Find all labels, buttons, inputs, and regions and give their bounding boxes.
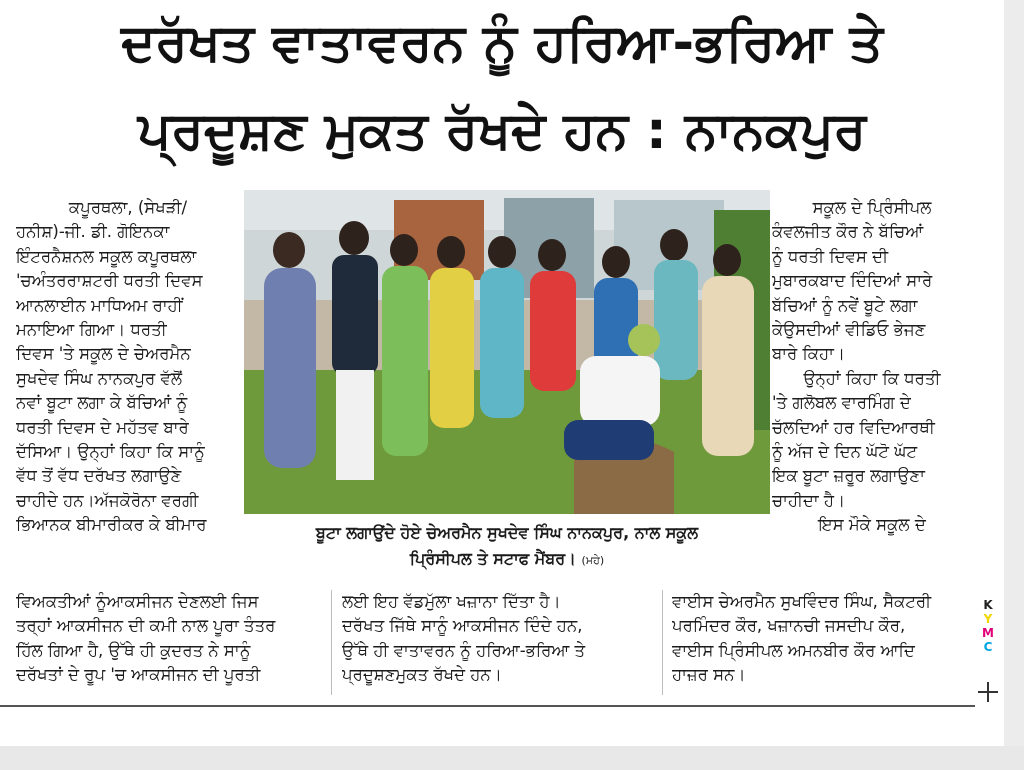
text-line: ਦੱਸਿਆ। ਉਨ੍ਹਾਂ ਕਿਹਾ ਕਿ ਸਾਨੂੰ: [16, 441, 205, 461]
cmyk-m: M: [982, 626, 994, 640]
text-line: ਨੂੰ ਧਰਤੀ ਦਿਵਸ ਦੀ: [772, 246, 889, 266]
text-line: ਨੂੰ ਅੱਜ ਦੇ ਦਿਨ ਘੱਟੋ ਘੱਟ: [772, 441, 918, 461]
caption-line-1: ਬੂਟਾ ਲਗਾਉਂਦੇ ਹੋਏ ਚੇਅਰਮੈਨ ਸੁਖਦੇਵ ਸਿੰਘ ਨਾਨਕਪੁਰ, ਨਾਲ ਸਕੂਲ: [315, 523, 699, 542]
text-line: ਚਾਹੀਦੇ ਹਨ।ਅੱਜਕੋਰੋਨਾ ਵਰਗੀ: [16, 490, 199, 510]
caption-line-2: [244, 546, 770, 574]
column-divider: [662, 590, 663, 695]
article-left-column: [16, 196, 240, 537]
text-line: ਵਾਈਸ ਚੇਅਰਮੈਨ ਸੁਖਵਿੰਦਰ ਸਿੰਘ, ਸੈਕਟਰੀ: [672, 592, 932, 611]
text-line: ਸੁਖਦੇਵ ਸਿੰਘ ਨਾਨਕਪੁਰ ਵੱਲੋਂ: [16, 368, 182, 388]
text-line: ਮੁਬਾਰਕਬਾਦ ਦਿੰਦਿਆਂ ਸਾਰੇ: [772, 271, 933, 291]
cmyk-k: K: [983, 598, 993, 612]
text-line: ਕੇਉਸਦੀਆਂ ਵੀਡਿਓ ਭੇਜਣ: [772, 319, 926, 339]
article-bottom-column-1: [16, 590, 316, 688]
text-line: ਇਸ ਮੌਕੇ ਸਕੂਲ ਦੇ: [818, 515, 926, 535]
text-line: ਨਵਾਂ ਬੂਟਾ ਲਗਾ ਕੇ ਬੱਚਿਆਂ ਨੂੰ: [16, 393, 188, 413]
text-line: ਤਰ੍ਹਾਂ ਆਕਸੀਜਨ ਦੀ ਕਮੀ ਨਾਲ ਪੂਰਾ ਤੰਤਰ: [16, 616, 276, 636]
text-line: ਉੱਥੇ ਹੀ ਵਾਤਾਵਰਨ ਨੂੰ ਹਰਿਆ-ਭਰਿਆ ਤੇ: [342, 640, 586, 660]
text-line: ਬੱਚਿਆਂ ਨੂੰ ਨਵੇਂ ਬੂਟੇ ਲਗਾ: [772, 295, 918, 315]
text-line: ਕਪੂਰਥਲਾ, (ਸੇਖੜੀ/: [68, 198, 188, 217]
text-line: ਹਾਜ਼ਰ ਸਨ।: [672, 665, 746, 685]
text-line: 'ਤੇ ਗਲੋਬਲ ਵਾਰਮਿੰਗ ਦੇ: [772, 393, 911, 413]
text-line: ਇੰਟਰਨੈਸ਼ਨਲ ਸਕੂਲ ਕਪੂਰਥਲਾ: [16, 246, 197, 266]
text-line: ਸਕੂਲ ਦੇ ਪ੍ਰਿੰਸੀਪਲ: [812, 198, 932, 217]
text-line: ਲਈ ਇਹ ਵੱਡਮੁੱਲਾ ਖਜ਼ਾਨਾ ਦਿੱਤਾ ਹੈ।: [342, 592, 561, 611]
article-bottom-column-3: [672, 590, 974, 688]
news-photo: [244, 190, 770, 514]
cmyk-registration-mark: [981, 598, 995, 654]
page-margin-bottom: [0, 746, 1024, 770]
text-line: ਆਨਲਾਈਨ ਮਾਧਿਅਮ ਰਾਹੀਂ: [16, 295, 183, 315]
text-line: ਬਾਰੇ ਕਿਹਾ।: [772, 344, 846, 364]
text-line: ਹਿੱਲ ਗਿਆ ਹੈ, ਉੱਥੇ ਹੀ ਕੁਦਰਤ ਨੇ ਸਾਨੂੰ: [16, 640, 251, 660]
photo-caption: [244, 520, 770, 574]
text-line: ਦਰੱਖਤਾਂ ਦੇ ਰੂਪ 'ਚ ਆਕਸੀਜਨ ਦੀ ਪੂਰਤੀ: [16, 665, 261, 685]
text-line: ਵੱਧ ਤੋਂ ਵੱਧ ਦਰੱਖਤ ਲਗਾਉਣੇ: [16, 466, 182, 486]
article-right-column: [772, 196, 972, 537]
text-line: ਚਾਹੀਦਾ ਹੈ।: [772, 490, 846, 510]
text-line: ਦਿਵਸ 'ਤੇ ਸਕੂਲ ਦੇ ਚੇਅਰਮੈਨ: [16, 344, 191, 364]
text-line: 'ਚਅੰਤਰਰਾਸ਼ਟਰੀ ਧਰਤੀ ਦਿਵਸ: [16, 271, 203, 291]
page-margin-right: [1004, 0, 1024, 770]
cmyk-c: C: [983, 640, 993, 654]
tree-planting-photo-illustration: [244, 190, 770, 514]
photo-credit: (ਮਹੇ): [581, 554, 605, 567]
text-line: ਦਰੱਖਤ ਜਿੱਥੇ ਸਾਨੂੰ ਆਕਸੀਜਨ ਦਿੰਦੇ ਹਨ,: [342, 616, 583, 636]
text-line: ਭਿਆਨਕ ਬੀਮਾਰੀਕਰ ਕੇ ਬੀਮਾਰ: [16, 515, 207, 535]
text-line: ਪਰਮਿੰਦਰ ਕੌਰ, ਖਜ਼ਾਨਚੀ ਜਸਦੀਪ ਕੌਰ,: [672, 616, 906, 636]
text-line: ਇਕ ਬੂਟਾ ਜ਼ਰੂਰ ਲਗਾਉਣਾ: [772, 466, 925, 486]
text-line: ਮਨਾਇਆ ਗਿਆ। ਧਰਤੀ: [16, 319, 167, 339]
article-bottom-column-2: [342, 590, 654, 688]
headline-line-2: ਪ੍ਰਦੂਸ਼ਣ ਮੁਕਤ ਰੱਖਦੇ ਹਨ : ਨਾਨਕਪੁਰ: [137, 101, 867, 161]
text-line: ਪ੍ਰਦੂਸ਼ਣਮੁਕਤ ਰੱਖਦੇ ਹਨ।: [342, 665, 502, 685]
column-divider: [331, 590, 332, 695]
bottom-rule: [0, 705, 975, 707]
text-line: ਵਾਈਸ ਪ੍ਰਿੰਸੀਪਲ ਅਮਨਬੀਰ ਕੌਰ ਆਦਿ: [672, 640, 915, 660]
text-line: ਧਰਤੀ ਦਿਵਸ ਦੇ ਮਹੱਤਵ ਬਾਰੇ: [16, 417, 189, 437]
text-line: ਕੰਵਲਜੀਤ ਕੌਰ ਨੇ ਬੱਚਿਆਂ: [772, 222, 924, 242]
text-line: ਚੱਲਦਿਆਂ ਹਰ ਵਿਦਿਆਰਥੀ: [772, 417, 935, 437]
caption-line-2-text: ਪ੍ਰਿੰਸੀਪਲ ਤੇ ਸਟਾਫ ਮੈਂਬਰ।: [409, 549, 576, 568]
text-line: ਹਨੀਸ਼)-ਜੀ. ਡੀ. ਗੋਇਨਕਾ: [16, 222, 170, 242]
crop-mark-icon: [978, 682, 998, 702]
headline-line-1: ਦਰੱਖਤ ਵਾਤਾਵਰਨ ਨੂੰ ਹਰਿਆ-ਭਰਿਆ ਤੇ: [121, 13, 883, 73]
text-line: ਉਨ੍ਹਾਂ ਕਿਹਾ ਕਿ ਧਰਤੀ: [803, 368, 941, 388]
cmyk-y: Y: [983, 612, 993, 626]
text-line: ਵਿਅਕਤੀਆਂ ਨੂੰਆਕਸੀਜਨ ਦੇਣਲਈ ਜਿਸ: [16, 592, 259, 611]
